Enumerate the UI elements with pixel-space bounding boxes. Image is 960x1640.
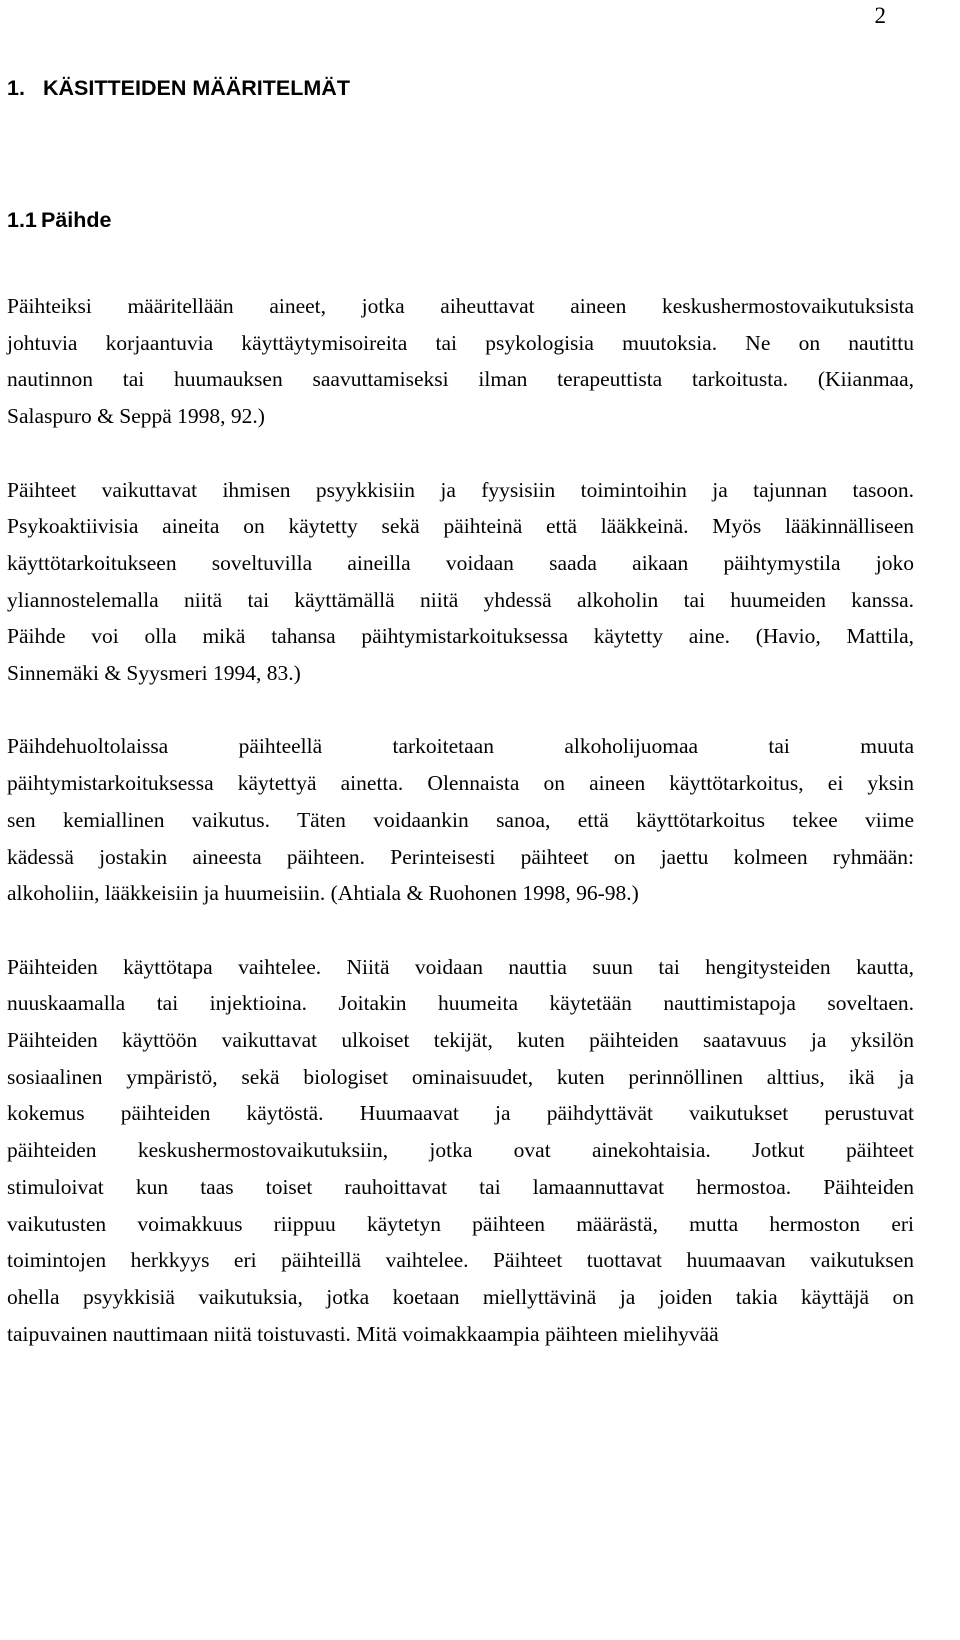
paragraph [7, 288, 914, 435]
subsection-number: 1.1 [7, 208, 37, 232]
text-line: Päihteiden käyttötapa vaihtelee. Niitä voidaan nauttia suun tai hengitysteiden kautta, [7, 954, 914, 979]
text-line: nuuskaamalla tai injektioina. Joitakin huumeita käytetään nauttimistapoja soveltaen. [7, 991, 914, 1016]
paragraph-gap [7, 692, 914, 729]
subsection-heading [7, 206, 112, 234]
text-line: käyttötarkoitukseen soveltuvilla aineilla voidaan saada aikaan päihtymystila joko [7, 550, 914, 575]
section-number: 1. [7, 76, 25, 100]
text-line: nautinnon tai huumauksen saavuttamiseksi ilman terapeuttista tarkoitusta. (Kiianmaa, [7, 367, 914, 392]
paragraph-gap [7, 435, 914, 472]
section-heading [7, 74, 350, 102]
text-line: Päihteet vaikuttavat ihmisen psyykkisiin ja fyysisiin toimintoihin ja tajunnan tasoon. [7, 477, 914, 502]
text-line: vaikutusten voimakkuus riippuu käytetyn päihteen määrästä, mutta hermoston eri [7, 1211, 914, 1236]
text-line: Päihde voi olla mikä tahansa päihtymistarkoituksessa käytetty aine. (Havio, Mattila, [7, 624, 914, 649]
text-line: kokemus päihteiden käytöstä. Huumaavat ja päihdyttävät vaikutukset perustuvat [7, 1101, 914, 1126]
text-line: johtuvia korjaantuvia käyttäytymisoireita tai psykologisia muutoksia. Ne on nautittu [7, 330, 914, 355]
text-line: päihteiden keskushermostovaikutuksiin, jotka ovat ainekohtaisia. Jotkut päihteet [7, 1138, 914, 1163]
text-line: Psykoaktiivisia aineita on käytetty sekä päihteinä että lääkkeinä. Myös lääkinnälliseen [7, 514, 914, 539]
text-line: stimuloivat kun taas toiset rauhoittavat tai lamaannuttavat hermostoa. Päihteiden [7, 1174, 914, 1199]
text-line: kädessä jostakin aineesta päihteen. Perinteisesti päihteet on jaettu kolmeen ryhmään: [7, 844, 914, 869]
text-line: yliannostelemalla niitä tai käyttämällä niitä yhdessä alkoholin tai huumeiden kanssa. [7, 587, 914, 612]
page-number: 2 [874, 3, 886, 28]
text-line: Sinnemäki & Syysmeri 1994, 83.) [7, 661, 301, 686]
paragraph [7, 472, 914, 692]
text-line: Salaspuro & Seppä 1998, 92.) [7, 404, 265, 429]
text-line: alkoholiin, lääkkeisiin ja huumeisiin. (Ahtiala & Ruohonen 1998, 96-98.) [7, 881, 639, 906]
text-line: Päihteiksi määritellään aineet, jotka aiheuttavat aineen keskushermostovaikutuksista [7, 294, 914, 318]
paragraph [7, 728, 914, 912]
text-line: sosiaalinen ympäristö, sekä biologiset ominaisuudet, kuten perinnöllinen alttius, ikä ja [7, 1064, 914, 1089]
text-line: ohella psyykkisiä vaikutuksia, jotka koetaan miellyttävinä ja joiden takia käyttäjä on [7, 1284, 914, 1309]
subsection-title: Päihde [41, 208, 112, 232]
body-text [7, 288, 914, 1352]
paragraph [7, 949, 914, 1353]
text-line: taipuvainen nauttimaan niitä toistuvasti. Mitä voimakkaampia päihteen mielihyvää [7, 1321, 719, 1346]
text-line: sen kemiallinen vaikutus. Täten voidaankin sanoa, että käyttötarkoitus tekee viime [7, 807, 914, 832]
text-line: toimintojen herkkyys eri päihteillä vaihtelee. Päihteet tuottavat huumaavan vaikutuksen [7, 1248, 914, 1273]
paragraph-gap [7, 912, 914, 949]
text-line: päihtymistarkoituksessa käytettyä ainetta. Olennaista on aineen käyttötarkoitus, ei yksin [7, 771, 914, 796]
section-title: KÄSITTEIDEN MÄÄRITELMÄT [43, 76, 350, 100]
text-line: Päihteiden käyttöön vaikuttavat ulkoiset tekijät, kuten päihteiden saatavuus ja yksilön [7, 1028, 914, 1053]
text-line: Päihdehuoltolaissa päihteellä tarkoitetaan alkoholijuomaa tai muuta [7, 734, 914, 759]
